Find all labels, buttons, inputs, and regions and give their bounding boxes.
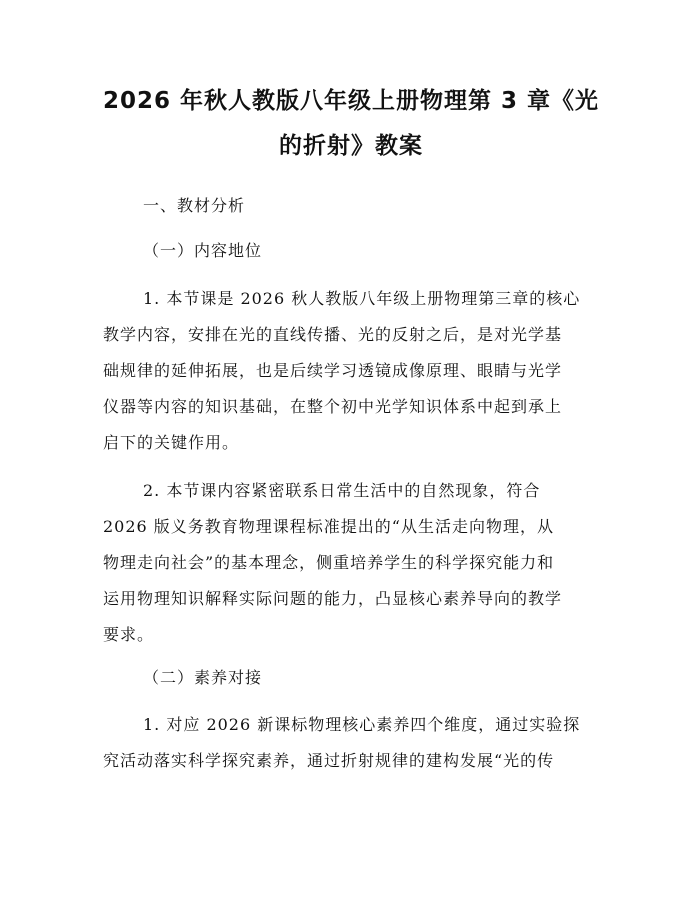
- paragraph-1-line-2: 教学内容，安排在光的直线传播、光的反射之后，是对光学基: [103, 325, 563, 344]
- paragraph-2-line-2: 2026 版义务教育物理课程标准提出的“从生活走向物理，从: [103, 517, 554, 536]
- paragraph-2-line-4: 运用物理知识解释实际问题的能力，凸显核心素养导向的教学: [103, 589, 563, 608]
- paragraph-1-line-3: 础规律的延伸拓展，也是后续学习透镜成像原理、眼睛与光学: [103, 361, 563, 380]
- paragraph-1-line-4: 仪器等内容的知识基础，在整个初中光学知识体系中起到承上: [103, 397, 563, 416]
- document-title-line-1: 2026 年秋人教版八年级上册物理第 3 章《光: [102, 88, 600, 114]
- document-title-line-2: 的折射》教案: [279, 133, 423, 159]
- paragraph-2-line-1: 2. 本节课内容紧密联系日常生活中的自然现象，符合: [143, 481, 541, 500]
- paragraph-2-line-5: 要求。: [103, 625, 155, 644]
- paragraph-3-line-2: 究活动落实科学探究素养，通过折射规律的建构发展“光的传: [103, 751, 555, 770]
- subsection-heading-literacy-alignment: （二）素养对接: [143, 668, 263, 687]
- paragraph-1-line-1: 1. 本节课是 2026 秋人教版八年级上册物理第三章的核心: [143, 289, 581, 308]
- paragraph-3-line-1: 1. 对应 2026 新课标物理核心素养四个维度，通过实验探: [143, 715, 581, 734]
- paragraph-1-line-5: 启下的关键作用。: [103, 433, 240, 452]
- paragraph-2-line-3: 物理走向社会”的基本理念，侧重培养学生的科学探究能力和: [103, 553, 555, 572]
- section-heading-textbook-analysis: 一、教材分析: [143, 196, 246, 215]
- subsection-heading-content-position: （一）内容地位: [143, 241, 263, 260]
